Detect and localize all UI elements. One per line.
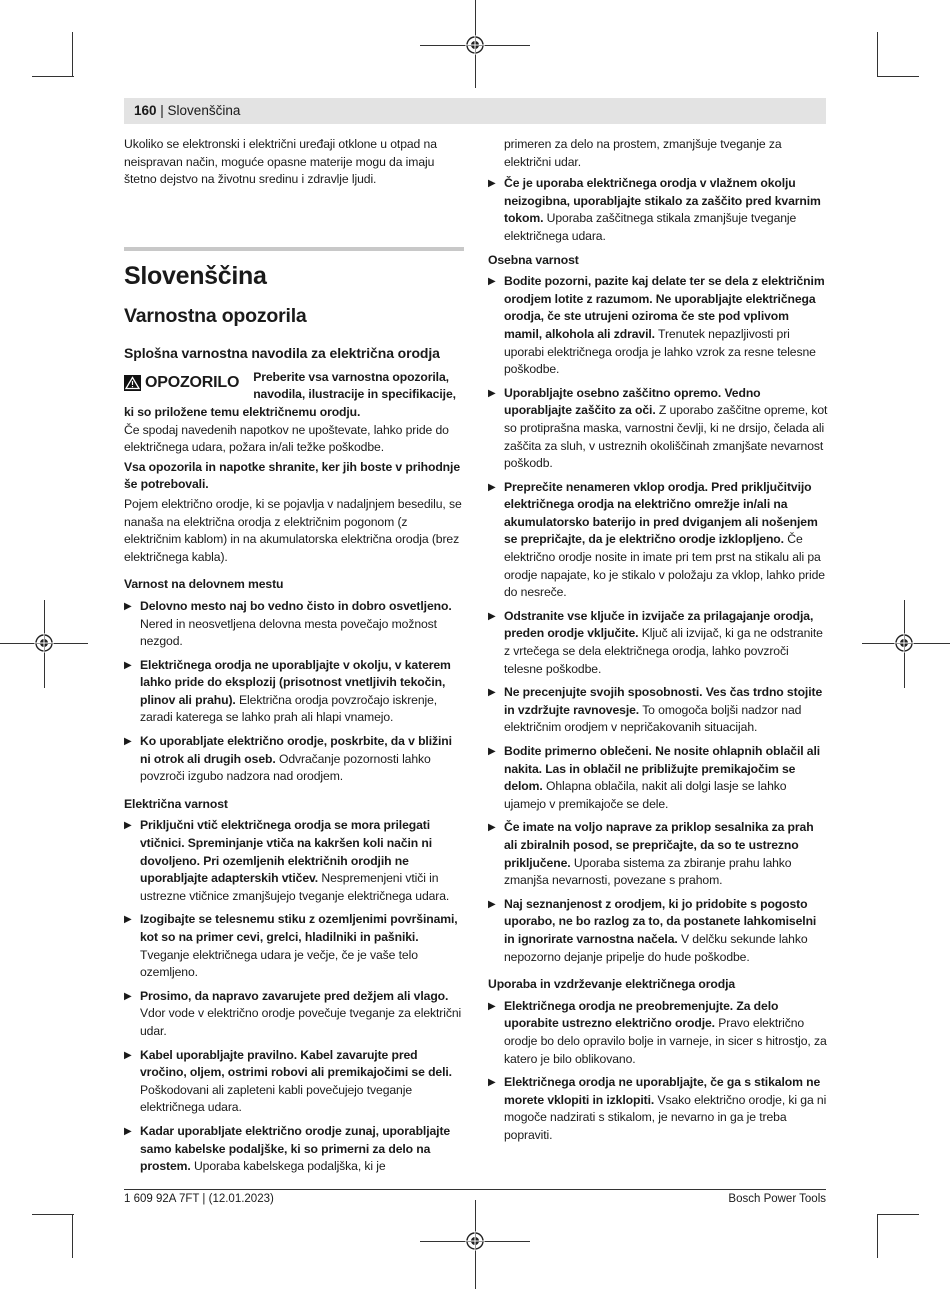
section-divider: [124, 247, 464, 251]
list-item: ▶ Bodite primerno oblečeni. Ne nosite ohlapnih oblačil ali nakita. Las in oblačil ne približujte premikajočim se delom. Ohlapna oblačila, nakit ali dolgi lasje se lahko ujamejo v premikajoče se dele.: [488, 744, 821, 811]
registration-mark-icon: [465, 35, 485, 55]
triangle-right-icon: ▶: [124, 990, 132, 1002]
right-column: [488, 136, 828, 1150]
list-item: ▶ Ne precenjujte svojih sposobnosti. Ves čas trdno stojite in vzdržujte ravnovesje. To omogoča boljši nadzor nad električnim orodjem v nepričakovanih situacijah.: [488, 685, 823, 735]
general-safety-heading: Splošna varnostna navodila za električna orodja: [124, 344, 440, 361]
list-item: ▶ Preprečite nenameren vklop orodja. Pred priključitvijo električnega orodja na električno omrežje in/ali na akumulatorsko baterijo in pred dviganjem ali nošenjem se prepričajte, da je električno orodje izklopljeno. Če električno orodje nosite in imate pri tem prst na stikalu ali pa orodje napajate, ko je stikalo v položaju za vklop, lahko pride do nesreče.: [488, 479, 825, 600]
triangle-right-icon: ▶: [124, 914, 132, 926]
header-section: Slovenščina: [167, 103, 241, 118]
personal-list: [488, 273, 828, 966]
safety-title: Varnostna opozorila: [124, 304, 307, 327]
electrical-list-continued: [488, 175, 828, 245]
triangle-right-icon: ▶: [488, 687, 496, 699]
list-item: ▶ Če je uporaba električnega orodja v vlažnem okolju neizogibna, uporabljajte stikalo za zaščito pred kvarnim tokom. Uporaba zaščitnega stikala zmanjšuje tveganje električnega udara.: [488, 176, 821, 243]
list-item: ▶ Naj seznanjenost z orodjem, ki jo pridobite s pogosto uporabo, ne bo razlog za to, da postanete lahkomiselni in ignorirate varnostna načela. V delčku sekunde lahko nepozorno dejanje pripelje do hude poškodbe.: [488, 896, 817, 964]
page-header: 160 | Slovenščina: [134, 103, 241, 118]
keep-notice: Vsa opozorila in napotke shranite, ker jih boste v prihodnje še potrebovali.: [124, 459, 460, 492]
crop-mark: [72, 32, 73, 76]
triangle-right-icon: ▶: [488, 746, 496, 757]
triangle-right-icon: ▶: [488, 481, 496, 493]
list-item: ▶ Priključni vtič električnega orodja se mora prilegati vtičnici. Spreminjanje vtiča na kakršen koli način ni dovoljeno. Pri ozemljenih električnih orodjih ne uporabljajte adapterskih vtičev. Nespremenjeni vtiči in ustrezne vtičnice zmanjšujejo tveganje električnega udara.: [124, 818, 450, 903]
definition-paragraph: Pojem električno orodje, ki se pojavlja v nadaljnjem besedilu, se nanaša na električna orodja z električnim pogonom (z električnim kablom) in na akumulatorska električna orodja (brez električnega kabla).: [124, 496, 462, 564]
triangle-right-icon: ▶: [488, 898, 496, 910]
intro-paragraph: Ukoliko se elektronski i električni uređaji otklone u otpad na neispravan način, moguće opasne materije mogu da imaju štetno dejstvo na životnu sredinu i zdravlje ljudi.: [124, 137, 437, 187]
crop-mark: [32, 76, 74, 77]
warning-triangle-icon: [124, 375, 141, 391]
crop-mark: [877, 1214, 919, 1215]
list-item: ▶ Delovno mesto naj bo vedno čisto in dobro osvetljeno. Nered in neosvetljena delovna mesta povečajo možnost nezgod.: [124, 598, 452, 649]
electrical-heading: Električna varnost: [124, 796, 228, 811]
warning-lead: Preberite vsa varnostna opozorila, navodila, ilustracije in specifikacije, ki so priložene temu električnemu orodju.: [124, 369, 456, 419]
triangle-right-icon: ▶: [124, 820, 132, 832]
personal-heading: Osebna varnost: [488, 252, 579, 267]
triangle-right-icon: ▶: [124, 1049, 132, 1061]
footer-rule: [124, 1189, 826, 1190]
list-item: ▶ Kadar uporabljate električno orodje zunaj, uporabljajte samo kabelske podaljške, ki so primerni za delo na prostem. Uporaba kabelskega podaljška, ki je: [124, 1123, 451, 1174]
triangle-right-icon: ▶: [488, 1000, 496, 1012]
triangle-right-icon: ▶: [124, 736, 132, 748]
crop-mark: [877, 32, 878, 76]
triangle-right-icon: ▶: [488, 387, 496, 399]
triangle-right-icon: ▶: [488, 822, 496, 834]
list-item: ▶ Uporabljajte osebno zaščitno opremo. Vedno uporabljajte zaščito za oči. Z uporabo zaščitne opreme, kot so protiprašna maska, varnostni čevlji, ki ne drsijo, čelada ali zaščita za sluh, v ustreznih okoliščinah zmanjšate nevarnost poškodb.: [488, 385, 828, 471]
warning-block: [124, 369, 464, 422]
work-area-list: [124, 598, 464, 786]
triangle-right-icon: ▶: [124, 1125, 132, 1137]
crop-mark: [877, 1214, 878, 1258]
electrical-list: [124, 817, 464, 1175]
registration-mark-icon: [465, 1231, 485, 1251]
list-item: ▶ Izogibajte se telesnemu stiku z ozemljenimi površinami, kot so na primer cevi, grelci, hladilniki in pašniki. Tveganje električnega udara je večje, če je vaše telo ozemljeno.: [124, 912, 458, 980]
triangle-right-icon: ▶: [124, 600, 132, 612]
warning-badge: [124, 373, 239, 393]
use-care-list: [488, 998, 828, 1145]
list-item: ▶ Električnega orodja ne preobremenjujte. Za delo uporabite ustrezno električno orodje. Pravo električno orodje bo delo opravilo bolje in varneje, in sicer s hitrostjo, za katero je bilo oblikovano.: [488, 998, 827, 1066]
registration-mark-icon: [34, 633, 54, 653]
warning-label: OPOZORILO: [145, 373, 240, 391]
list-item: ▶ Prosimo, da napravo zavarujete pred dežjem ali vlago. Vdor vode v električno orodje povečuje tveganje za električni udar.: [124, 988, 462, 1038]
triangle-right-icon: ▶: [488, 276, 496, 288]
crop-mark: [72, 1214, 73, 1258]
list-item: ▶ Odstranite vse ključe in izvijače za prilagajanje orodja, preden orodje vključite. Ključ ali izvijač, ki ga ne odstranite z vrtečega se dela električnega orodja, lahko povzroči telesne poškodbe.: [488, 608, 823, 676]
triangle-right-icon: ▶: [488, 1077, 496, 1089]
list-item: ▶ Kabel uporabljajte pravilno. Kabel zavarujte pred vročino, oljem, ostrimi robovi ali premikajočimi se deli. Poškodovani ali zapleteni kabli povečujejo tveganje električnega udara.: [124, 1047, 452, 1115]
work-area-heading: Varnost na delovnem mestu: [124, 577, 284, 592]
language-title: Slovenščina: [124, 261, 267, 290]
page-number: 160: [134, 103, 157, 118]
document-number: 1 609 92A 7FT | (12.01.2023): [124, 1193, 274, 1205]
triangle-right-icon: ▶: [488, 178, 496, 190]
triangle-right-icon: ▶: [124, 659, 132, 671]
list-item: ▶ Električnega orodja ne uporabljajte v okolju, v katerem lahko pride do eksplozij (prisotnost vnetljivih tekočin, plinov ali prahu). Električna orodja povzročajo iskrenje, zaradi katerega se lahko prah ali hlapi vnamejo.: [124, 657, 451, 725]
warning-text: Če spodaj navedenih napotkov ne upoštevate, lahko pride do električnega udara, požara in/ali težke poškodbe.: [124, 422, 449, 455]
brand-footer: Bosch Power Tools: [728, 1193, 826, 1205]
continuation-text: primeren za delo na prostem, zmanjšuje tveganje za električni udar.: [504, 137, 782, 169]
triangle-right-icon: ▶: [488, 610, 496, 622]
crop-mark: [877, 76, 919, 77]
left-column: [124, 136, 464, 1182]
use-care-heading: Uporaba in vzdrževanje električnega orodja: [488, 977, 736, 992]
list-item: ▶ Ko uporabljate električno orodje, poskrbite, da v bližini ni otrok ali drugih oseb. Odvračanje pozornosti lahko povzroči izgubo nadzora nad orodjem.: [124, 734, 452, 784]
registration-mark-icon: [894, 633, 914, 653]
crop-mark: [32, 1214, 74, 1215]
list-item: ▶ Če imate na voljo naprave za priklop sesalnika za prah ali zbiralnih posod, se prepričajte, da so te ustrezno priključene. Uporaba sistema za zbiranje prahu lahko zmanjša nevarnosti, povezane s prahom.: [488, 820, 814, 888]
list-item: ▶ Električnega orodja ne uporabljajte, če ga s stikalom ne morete vklopiti in izklopiti. Vsako električno orodje, ki ga ni mogoče nadzirati s stikalom, je nevarno in ga je treba popraviti.: [488, 1075, 827, 1142]
list-item: ▶ Bodite pozorni, pazite kaj delate ter se dela z električnim orodjem lotite z razumom. Ne uporabljajte električnega orodja, če ste utrujeni oziroma če ste pod vplivom mamil, alkohola ali zdravil. Trenutek nepazljivosti pri uporabi električnega orodja je lahko vzrok za resne telesne poškodbe.: [488, 274, 825, 377]
